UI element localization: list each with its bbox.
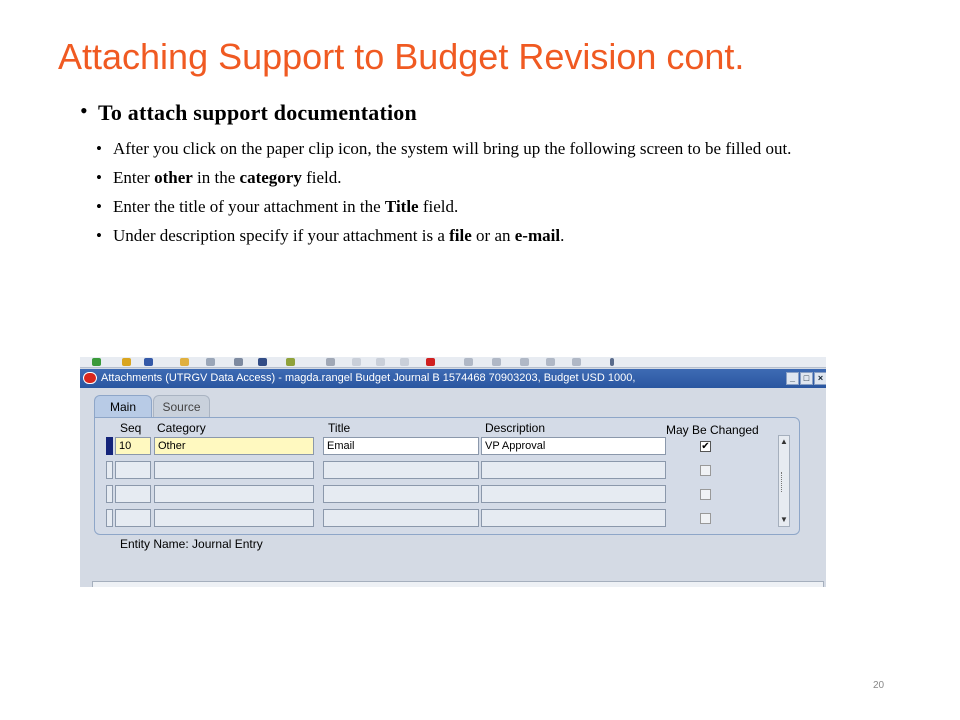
print-icon[interactable]	[180, 358, 189, 366]
scroll-up-icon[interactable]: ▲	[780, 437, 788, 446]
help-icon[interactable]	[610, 358, 614, 366]
title-field[interactable]: Email	[323, 437, 479, 455]
category-field[interactable]: Other	[154, 437, 314, 455]
maximize-button[interactable]: □	[800, 372, 813, 385]
refresh-icon[interactable]	[206, 358, 215, 366]
delete-icon[interactable]	[426, 358, 435, 366]
column-header-description: Description	[485, 421, 546, 435]
edit-icon[interactable]	[464, 358, 473, 366]
bullet-heading: • To attach support documentation	[78, 100, 878, 126]
bullet-list	[78, 100, 878, 254]
scroll-down-icon[interactable]: ▼	[780, 515, 788, 524]
title-field[interactable]	[323, 461, 479, 479]
description-field[interactable]	[481, 509, 666, 527]
attachment-icon[interactable]	[520, 358, 529, 366]
row-indicator[interactable]	[106, 485, 113, 503]
bullet-3: • Enter the title of your attachment in the Title field.	[78, 196, 878, 217]
oracle-logo-icon	[83, 372, 97, 384]
may-be-changed-checkbox[interactable]: ✔	[701, 441, 710, 452]
bullet-2: • Enter other in the category field.	[78, 167, 878, 188]
seq-field[interactable]	[115, 509, 151, 527]
description-field[interactable]: VP Approval	[481, 437, 666, 455]
folder-tools-icon[interactable]	[572, 358, 581, 366]
description-field[interactable]	[481, 485, 666, 503]
clear-icon[interactable]	[400, 358, 409, 366]
bullet-4: • Under description specify if your attachment is a file or an e-mail.	[78, 225, 878, 246]
tab-main[interactable]: Main	[94, 395, 152, 418]
may-be-changed-checkbox[interactable]	[700, 465, 711, 476]
save-icon[interactable]	[144, 358, 153, 366]
folder-icon[interactable]	[492, 358, 501, 366]
open-icon[interactable]	[122, 358, 131, 366]
zoom-icon[interactable]	[286, 358, 295, 366]
column-header-seq: Seq	[120, 421, 142, 435]
may-be-changed-checkbox[interactable]	[700, 513, 711, 524]
seq-field[interactable]	[115, 461, 151, 479]
minimize-button[interactable]: _	[786, 372, 799, 385]
find-icon[interactable]	[234, 358, 243, 366]
scroll-thumb[interactable]	[781, 472, 788, 492]
may-be-changed-checkbox[interactable]	[700, 489, 711, 500]
paste-icon[interactable]	[376, 358, 385, 366]
slide-title: Attaching Support to Budget Revision cont.	[58, 36, 745, 77]
category-field[interactable]	[154, 461, 314, 479]
translate-icon[interactable]	[546, 358, 555, 366]
lower-panel	[92, 581, 824, 587]
description-field[interactable]	[481, 461, 666, 479]
globe-icon[interactable]	[258, 358, 267, 366]
window-titlebar	[80, 369, 826, 388]
page-number: 20	[873, 680, 885, 691]
category-field[interactable]	[154, 509, 314, 527]
bullet-1: • After you click on the paper clip icon, the system will bring up the following screen to be filled out.	[78, 138, 878, 159]
column-header-may-be-changed: May Be Changed	[666, 423, 759, 437]
title-field[interactable]	[323, 485, 479, 503]
window-title: Attachments (UTRGV Data Access) - magda.rangel Budget Journal B 1574468 70903203, Budget USD 1000,	[101, 372, 636, 384]
toolbar	[80, 357, 826, 368]
close-button[interactable]: ×	[814, 372, 826, 385]
column-header-title: Title	[328, 421, 351, 435]
cut-icon[interactable]	[326, 358, 335, 366]
category-field[interactable]	[154, 485, 314, 503]
vertical-scrollbar[interactable]	[778, 435, 790, 527]
row-indicator[interactable]	[106, 437, 113, 455]
title-field[interactable]	[323, 509, 479, 527]
row-indicator[interactable]	[106, 509, 113, 527]
seq-field[interactable]	[115, 485, 151, 503]
seq-field[interactable]: 10	[115, 437, 151, 455]
new-icon[interactable]	[92, 358, 101, 366]
copy-icon[interactable]	[352, 358, 361, 366]
entity-name: Entity Name: Journal Entry	[120, 537, 263, 551]
attachments-screenshot	[80, 357, 826, 587]
tab-source[interactable]: Source	[153, 395, 210, 418]
entity-name-value: Journal Entry	[192, 537, 263, 551]
column-header-category: Category	[157, 421, 206, 435]
row-indicator[interactable]	[106, 461, 113, 479]
